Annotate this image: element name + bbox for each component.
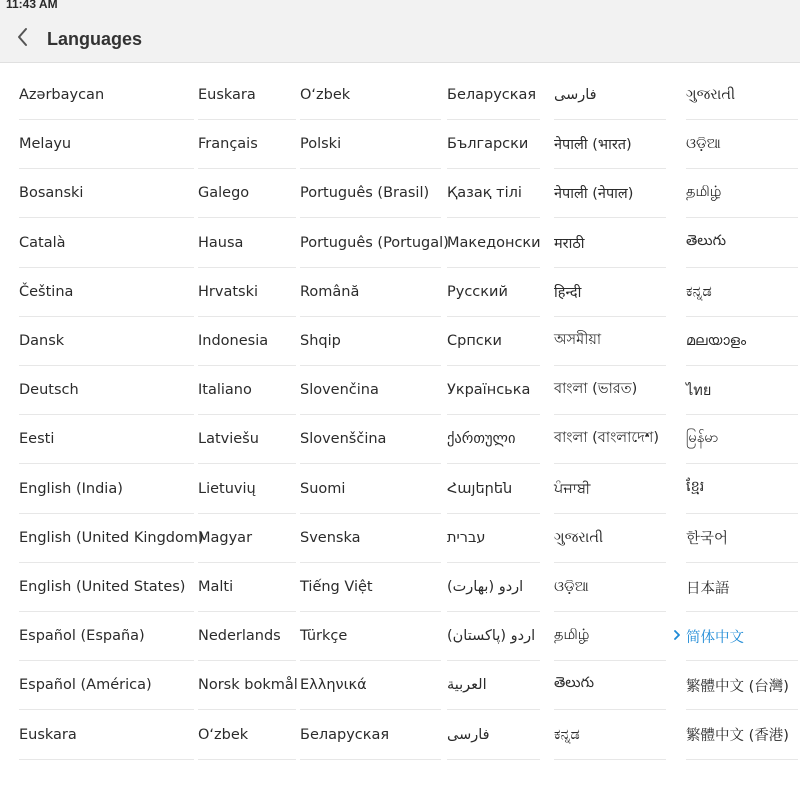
language-label: हिन्दी bbox=[554, 284, 582, 301]
language-label: English (United Kingdom) bbox=[19, 529, 204, 546]
status-bar bbox=[0, 0, 800, 12]
language-item[interactable] bbox=[300, 514, 441, 563]
language-label: मराठी bbox=[554, 235, 585, 252]
language-label: Melayu bbox=[19, 136, 72, 153]
language-item[interactable] bbox=[19, 317, 194, 366]
language-label: తెలుగు bbox=[554, 675, 595, 692]
language-item[interactable] bbox=[447, 465, 540, 514]
language-label: Polski bbox=[300, 136, 342, 153]
language-label: Bosanski bbox=[19, 185, 84, 202]
language-label: Nederlands bbox=[198, 628, 281, 645]
language-item[interactable] bbox=[447, 711, 540, 760]
language-item[interactable] bbox=[300, 563, 441, 612]
language-label: Українська bbox=[447, 382, 531, 399]
language-label: فارسی bbox=[447, 726, 490, 743]
language-item[interactable] bbox=[198, 563, 296, 612]
language-label: Euskara bbox=[19, 726, 77, 743]
language-label: ខ្មែរ bbox=[686, 479, 705, 496]
language-label: ಕನ್ನಡ bbox=[686, 283, 712, 300]
language-label: ქართული bbox=[447, 431, 516, 448]
language-label: 日本語 bbox=[686, 580, 730, 597]
language-item[interactable] bbox=[686, 366, 798, 415]
language-item[interactable] bbox=[554, 366, 666, 415]
language-item[interactable] bbox=[554, 612, 666, 661]
language-item[interactable] bbox=[300, 317, 441, 366]
language-item[interactable] bbox=[19, 612, 194, 661]
language-label: Dansk bbox=[19, 333, 65, 349]
language-label: English (United States) bbox=[19, 579, 186, 595]
chevron-right-icon bbox=[672, 626, 682, 644]
language-label: O‘zbek bbox=[300, 87, 351, 103]
language-item[interactable] bbox=[447, 120, 540, 169]
language-label: தமிழ் bbox=[686, 184, 722, 201]
language-label: Hrvatski bbox=[198, 283, 258, 300]
language-label: Galego bbox=[198, 185, 250, 202]
language-label: العربية bbox=[447, 677, 487, 694]
back-button[interactable] bbox=[10, 24, 36, 50]
language-item[interactable] bbox=[198, 465, 296, 514]
language-item[interactable] bbox=[447, 415, 540, 464]
language-item[interactable] bbox=[686, 219, 798, 268]
language-label: Suomi bbox=[300, 480, 346, 497]
language-label: Hausa bbox=[198, 234, 244, 251]
language-label: 简体中文 bbox=[686, 629, 744, 646]
language-item[interactable] bbox=[19, 169, 194, 218]
language-item[interactable] bbox=[198, 71, 296, 120]
language-label: O‘zbek bbox=[198, 726, 249, 743]
language-label: Deutsch bbox=[19, 382, 79, 399]
language-label: עברית bbox=[447, 529, 486, 546]
language-item[interactable] bbox=[554, 711, 666, 760]
language-label: Eesti bbox=[19, 431, 55, 448]
language-label: Français bbox=[198, 136, 258, 153]
language-item[interactable] bbox=[554, 465, 666, 514]
language-item[interactable] bbox=[447, 317, 540, 366]
language-label: Беларуская bbox=[300, 726, 390, 743]
language-item[interactable] bbox=[19, 465, 194, 514]
language-item[interactable] bbox=[19, 366, 194, 415]
language-label: Қазақ тілі bbox=[447, 185, 522, 202]
language-label: ગુજરાતી bbox=[686, 87, 736, 103]
language-item[interactable] bbox=[447, 661, 540, 710]
top-bar bbox=[0, 12, 800, 63]
language-label: မြန်မာ bbox=[686, 429, 719, 446]
language-label: Català bbox=[19, 234, 66, 251]
language-item[interactable] bbox=[19, 415, 194, 464]
language-label: Čeština bbox=[19, 283, 74, 300]
language-label: Indonesia bbox=[198, 333, 269, 349]
language-label: اردو (پاکستان) bbox=[447, 628, 536, 645]
language-item[interactable] bbox=[300, 612, 441, 661]
language-item[interactable] bbox=[300, 415, 441, 464]
language-item[interactable] bbox=[554, 268, 666, 317]
language-label: অসমীয়া bbox=[554, 332, 602, 348]
language-item[interactable] bbox=[686, 711, 798, 760]
language-item[interactable] bbox=[447, 71, 540, 120]
language-item[interactable] bbox=[686, 120, 798, 169]
language-grid bbox=[0, 71, 800, 806]
language-label: Српски bbox=[447, 333, 502, 349]
language-item[interactable] bbox=[686, 465, 798, 514]
language-label: বাংলা (ভারত) bbox=[554, 381, 638, 398]
language-label: ಕನ್ನಡ bbox=[554, 726, 580, 743]
language-label: ଓଡ଼ିଆ bbox=[686, 136, 721, 153]
language-label: Italiano bbox=[198, 382, 252, 399]
language-item[interactable] bbox=[19, 268, 194, 317]
language-item[interactable] bbox=[300, 219, 449, 268]
language-label: Türkçe bbox=[300, 628, 348, 645]
language-label: नेपाली (नेपाल) bbox=[554, 186, 634, 203]
language-label: Հայերեն bbox=[447, 480, 513, 497]
language-label: Български bbox=[447, 136, 529, 153]
language-label: ਪੰਜਾਬੀ bbox=[554, 480, 591, 497]
language-item[interactable] bbox=[447, 563, 540, 612]
language-item[interactable] bbox=[686, 612, 798, 661]
language-item[interactable] bbox=[19, 563, 194, 612]
language-label: Lietuvių bbox=[198, 480, 256, 497]
language-item[interactable] bbox=[447, 268, 540, 317]
language-label: Azərbaycan bbox=[19, 87, 105, 103]
language-item[interactable] bbox=[554, 563, 666, 612]
language-item[interactable] bbox=[19, 71, 194, 120]
language-item[interactable] bbox=[554, 661, 666, 710]
language-item[interactable] bbox=[300, 268, 441, 317]
language-item[interactable] bbox=[300, 120, 441, 169]
language-label: മലയാളം bbox=[686, 333, 747, 349]
language-label: Svenska bbox=[300, 529, 361, 546]
language-item[interactable] bbox=[198, 661, 296, 710]
language-item[interactable] bbox=[300, 465, 441, 514]
language-label: Euskara bbox=[198, 87, 256, 103]
language-item[interactable] bbox=[198, 711, 296, 760]
language-item[interactable] bbox=[300, 71, 441, 120]
language-item[interactable] bbox=[19, 120, 194, 169]
language-item[interactable] bbox=[686, 71, 798, 120]
language-label: 繁體中文 (香港) bbox=[686, 728, 789, 745]
page-title: Languages bbox=[47, 29, 143, 49]
language-label: ગુજરાતી bbox=[554, 529, 604, 546]
language-item[interactable] bbox=[198, 415, 296, 464]
language-item[interactable] bbox=[686, 514, 798, 563]
language-label: ไทย bbox=[686, 382, 712, 399]
language-label: فارسی bbox=[554, 87, 597, 103]
language-label: Shqip bbox=[300, 333, 341, 349]
language-label: Беларуская bbox=[447, 87, 537, 103]
language-item[interactable] bbox=[300, 169, 441, 218]
language-label: नेपाली (भारत) bbox=[554, 137, 632, 154]
language-item[interactable] bbox=[198, 169, 296, 218]
language-label: Magyar bbox=[198, 529, 253, 546]
language-item[interactable] bbox=[447, 366, 540, 415]
chevron-left-icon bbox=[16, 27, 30, 47]
status-time: 11:43 AM bbox=[6, 0, 58, 11]
language-label: తెలుగు bbox=[686, 232, 727, 249]
language-label: Русский bbox=[447, 283, 508, 300]
language-item[interactable] bbox=[447, 219, 540, 268]
language-item[interactable] bbox=[19, 514, 204, 563]
language-item[interactable] bbox=[554, 169, 666, 218]
language-label: Slovenščina bbox=[300, 431, 387, 448]
language-item[interactable] bbox=[447, 612, 540, 661]
language-item[interactable] bbox=[686, 415, 798, 464]
language-label: Español (América) bbox=[19, 677, 152, 694]
language-label: 한국어 bbox=[686, 531, 729, 548]
language-label: Español (España) bbox=[19, 628, 145, 645]
language-item[interactable] bbox=[554, 219, 666, 268]
language-label: বাংলা (বাংলাদেশ) bbox=[554, 430, 659, 447]
language-item[interactable] bbox=[198, 219, 296, 268]
language-label: Malti bbox=[198, 579, 234, 595]
language-item[interactable] bbox=[554, 415, 666, 464]
language-item[interactable] bbox=[300, 661, 441, 710]
language-label: Tiếng Việt bbox=[300, 579, 373, 595]
language-item[interactable] bbox=[198, 366, 296, 415]
language-item[interactable] bbox=[686, 661, 798, 710]
language-item[interactable] bbox=[19, 661, 194, 710]
language-item[interactable] bbox=[198, 514, 296, 563]
language-item[interactable] bbox=[554, 317, 666, 366]
language-label: தமிழ் bbox=[554, 627, 590, 644]
language-item[interactable] bbox=[686, 317, 798, 366]
language-item[interactable] bbox=[300, 366, 441, 415]
language-label: ଓଡ଼ିଆ bbox=[554, 579, 589, 595]
language-item[interactable] bbox=[19, 219, 194, 268]
language-label: English (India) bbox=[19, 480, 123, 497]
language-item[interactable] bbox=[198, 317, 296, 366]
language-item[interactable] bbox=[447, 169, 540, 218]
language-label: Norsk bokmål bbox=[198, 677, 298, 694]
language-label: Ελληνικά bbox=[300, 677, 367, 694]
language-label: Slovenčina bbox=[300, 382, 379, 399]
language-item[interactable] bbox=[19, 711, 194, 760]
language-label: Português (Brasil) bbox=[300, 185, 430, 202]
language-label: اردو (بھارت) bbox=[447, 579, 524, 595]
language-item[interactable] bbox=[198, 612, 296, 661]
language-item[interactable] bbox=[198, 120, 296, 169]
language-item[interactable] bbox=[554, 120, 666, 169]
language-item[interactable] bbox=[554, 514, 666, 563]
language-label: Português (Portugal) bbox=[300, 234, 449, 251]
language-item[interactable] bbox=[447, 514, 540, 563]
language-item[interactable] bbox=[198, 268, 296, 317]
language-label: 繁體中文 (台灣) bbox=[686, 678, 789, 695]
language-item[interactable] bbox=[686, 563, 798, 612]
language-item[interactable] bbox=[554, 71, 666, 120]
language-label: Македонски bbox=[447, 234, 541, 251]
language-label: Latviešu bbox=[198, 431, 259, 448]
language-item[interactable] bbox=[300, 711, 441, 760]
language-item[interactable] bbox=[686, 268, 798, 317]
language-item[interactable] bbox=[686, 169, 798, 218]
language-label: Română bbox=[300, 283, 360, 300]
